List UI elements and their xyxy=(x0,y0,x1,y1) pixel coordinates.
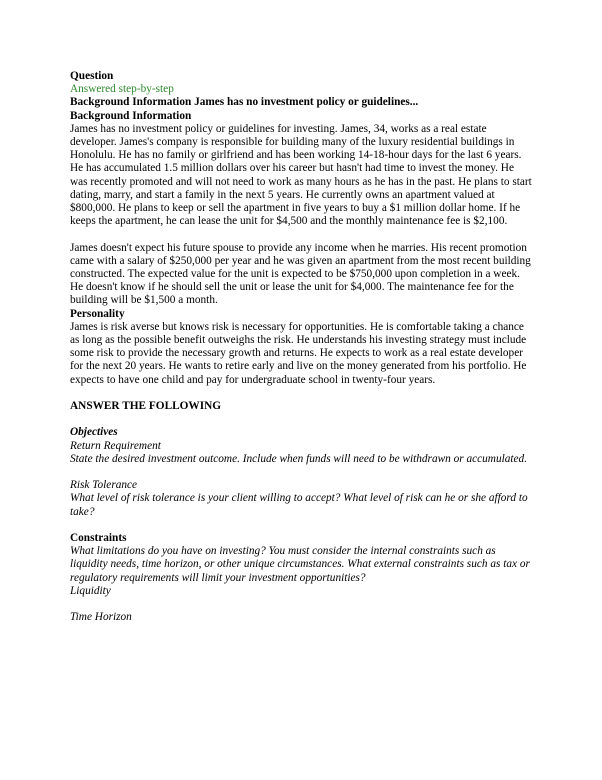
background-paragraph-1: James has no investment policy or guidelines for investing. James, 34, works as a real estate developer. James's company is responsible for building many of the luxury residential buildings in Honolulu. He has no family or girlfriend and has been working 14-18-hour days for the last 6 years. He has accumulated 1.5 million dollars over his career but hasn't had time to invest the money. He was recently promoted and will not need to work as many hours as he has in the past. He plans to start dating, marry, and start a family in the next 5 years. He currently owns an apartment valued at $800,000. He plans to keep or sell the apartment in five years to buy a $1 million dollar home. If he keeps the apartment, he can lease the unit for $4,500 and the monthly maintenance fee is $2,100. xyxy=(70,122,532,228)
answered-label: Answered step-by-step xyxy=(70,83,174,96)
document-page xyxy=(70,70,532,624)
background-title: Background Information xyxy=(70,109,192,122)
personality-title: Personality xyxy=(70,307,125,320)
question-heading: Background Information James has no investment policy or guidelines... xyxy=(70,96,419,109)
return-requirement-title: Return Requirement xyxy=(70,439,161,452)
answer-heading: ANSWER THE FOLLOWING xyxy=(70,400,222,413)
risk-tolerance-text: What level of risk tolerance is your client willing to accept? What level of risk can he or she afford to take? xyxy=(70,492,528,518)
liquidity-title: Liquidity xyxy=(70,584,111,597)
objectives-title: Objectives xyxy=(70,426,118,439)
constraints-title: Constraints xyxy=(70,532,127,545)
question-label: Question xyxy=(70,70,114,82)
time-horizon-title: Time Horizon xyxy=(70,611,132,624)
background-paragraph-2: James doesn't expect his future spouse to provide any income when he marries. His recent promotion came with a salary of $250,000 per year and he was given an apartment from the most recent building constructed. The expected value for the unit is expected to be $750,000 upon completion in a week. He doesn't know if he should sell the unit or lease the unit for $4,000. The maintenance fee for the building will be $1,500 a month. xyxy=(70,241,531,307)
constraints-text: What limitations do you have on investing? You must consider the internal constraints such as liquidity needs, time horizon, or other unique circumstances. What external constraints such as tax or regulatory requirements will limit your investment opportunities? xyxy=(70,545,530,584)
return-requirement-text: State the desired investment outcome. Include when funds will need to be withdrawn or accumulated. xyxy=(70,452,528,465)
personality-paragraph: James is risk averse but knows risk is necessary for opportunities. He is comfortable taking a chance as long as the possible benefit outweighs the risk. He understands his investing strategy must include some risk to provide the necessary growth and returns. He expects to work as a real estate developer for the next 20 years. He wants to retire early and live on the money generated from his portfolio. He expects to have one child and pay for undergraduate school in twenty-four years. xyxy=(70,320,527,386)
risk-tolerance-title: Risk Tolerance xyxy=(70,479,138,492)
